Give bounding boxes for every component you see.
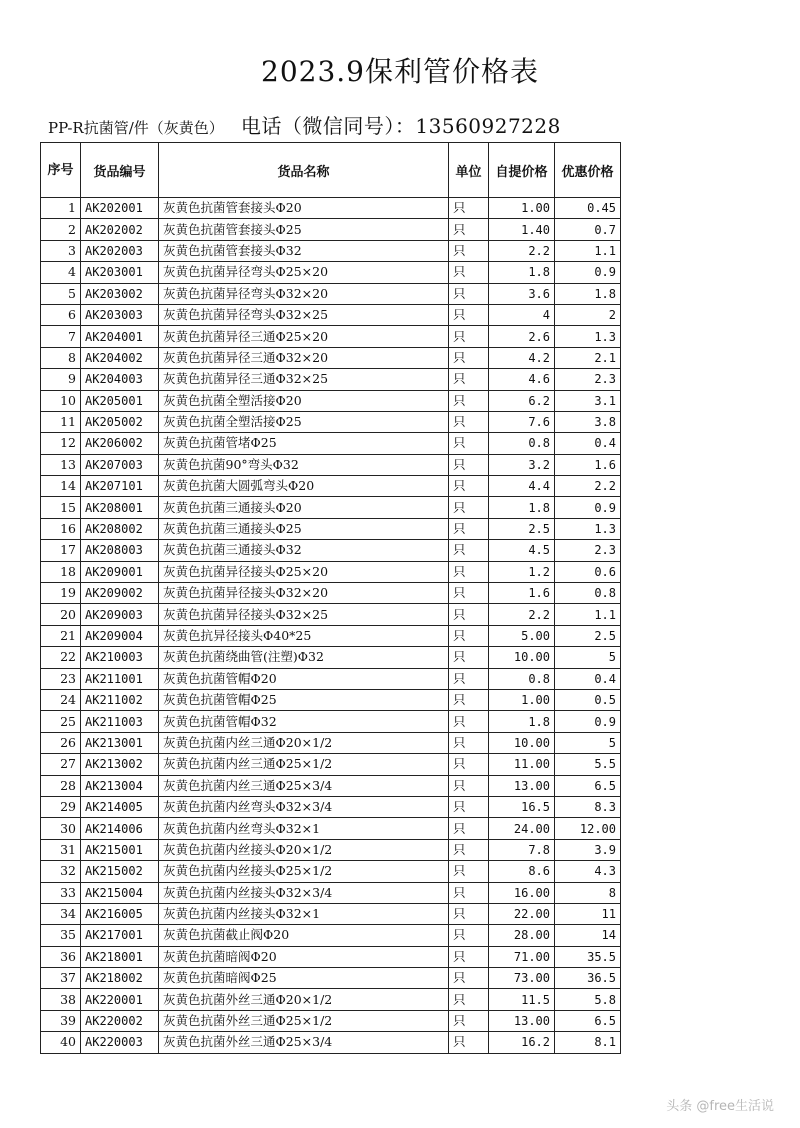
- row-pickup-price: 24.00: [489, 818, 555, 839]
- row-seq: 13: [41, 454, 81, 475]
- row-pickup-price: 2.6: [489, 326, 555, 347]
- row-code: AK214005: [81, 796, 159, 817]
- row-unit: 只: [449, 583, 489, 604]
- row-pickup-price: 7.6: [489, 411, 555, 432]
- row-unit: 只: [449, 818, 489, 839]
- row-pickup-price: 73.00: [489, 968, 555, 989]
- row-seq: 21: [41, 625, 81, 646]
- row-code: AK204001: [81, 326, 159, 347]
- row-name: 灰黄色抗菌90°弯头Φ32: [159, 454, 449, 475]
- row-code: AK211002: [81, 689, 159, 710]
- row-unit: 只: [449, 240, 489, 261]
- header-discount-price: 优惠价格: [555, 143, 621, 198]
- row-discount-price: 5: [555, 732, 621, 753]
- row-name: 灰黄色抗菌内丝弯头Φ32×1: [159, 818, 449, 839]
- row-discount-price: 2.5: [555, 625, 621, 646]
- row-pickup-price: 4.2: [489, 347, 555, 368]
- table-row: [41, 283, 621, 304]
- row-code: AK214006: [81, 818, 159, 839]
- row-seq: 10: [41, 390, 81, 411]
- row-seq: 17: [41, 540, 81, 561]
- row-seq: 4: [41, 262, 81, 283]
- row-seq: 23: [41, 668, 81, 689]
- row-unit: 只: [449, 454, 489, 475]
- row-unit: 只: [449, 476, 489, 497]
- row-pickup-price: 2.2: [489, 604, 555, 625]
- row-unit: 只: [449, 369, 489, 390]
- row-code: AK202003: [81, 240, 159, 261]
- table-row: [41, 326, 621, 347]
- row-code: AK206002: [81, 433, 159, 454]
- table-row: [41, 925, 621, 946]
- row-code: AK217001: [81, 925, 159, 946]
- row-seq: 24: [41, 689, 81, 710]
- row-discount-price: 2.2: [555, 476, 621, 497]
- row-discount-price: 1.3: [555, 518, 621, 539]
- row-seq: 8: [41, 347, 81, 368]
- row-pickup-price: 1.00: [489, 198, 555, 219]
- row-code: AK209003: [81, 604, 159, 625]
- row-discount-price: 0.4: [555, 433, 621, 454]
- row-seq: 28: [41, 775, 81, 796]
- row-code: AK202001: [81, 198, 159, 219]
- row-discount-price: 8: [555, 882, 621, 903]
- row-code: AK209004: [81, 625, 159, 646]
- row-seq: 14: [41, 476, 81, 497]
- row-unit: 只: [449, 989, 489, 1010]
- row-pickup-price: 6.2: [489, 390, 555, 411]
- row-discount-price: 5.5: [555, 754, 621, 775]
- row-discount-price: 8.1: [555, 1032, 621, 1053]
- row-pickup-price: 5.00: [489, 625, 555, 646]
- row-name: 灰黄色抗异径接头Φ40*25: [159, 625, 449, 646]
- row-pickup-price: 7.8: [489, 839, 555, 860]
- row-name: 灰黄色抗菌异径接头Φ32×25: [159, 604, 449, 625]
- row-unit: 只: [449, 711, 489, 732]
- table-row: [41, 989, 621, 1010]
- row-seq: 40: [41, 1032, 81, 1053]
- row-name: 灰黄色抗菌全塑活接Φ25: [159, 411, 449, 432]
- row-discount-price: 2.3: [555, 540, 621, 561]
- row-pickup-price: 1.8: [489, 262, 555, 283]
- row-name: 灰黄色抗菌异径弯头Φ25×20: [159, 262, 449, 283]
- row-code: AK211003: [81, 711, 159, 732]
- row-code: AK203002: [81, 283, 159, 304]
- row-name: 灰黄色抗菌管套接头Φ32: [159, 240, 449, 261]
- row-pickup-price: 71.00: [489, 946, 555, 967]
- row-pickup-price: 10.00: [489, 732, 555, 753]
- row-unit: 只: [449, 390, 489, 411]
- table-row: [41, 561, 621, 582]
- row-pickup-price: 1.40: [489, 219, 555, 240]
- row-name: 灰黄色抗菌外丝三通Φ25×1/2: [159, 1010, 449, 1031]
- row-code: AK209002: [81, 583, 159, 604]
- subtitle-line: [48, 110, 561, 139]
- header-code: 货品编号: [81, 143, 159, 198]
- row-discount-price: 11: [555, 903, 621, 924]
- row-pickup-price: 2.2: [489, 240, 555, 261]
- row-code: AK208001: [81, 497, 159, 518]
- table-row: [41, 411, 621, 432]
- row-discount-price: 0.8: [555, 583, 621, 604]
- row-pickup-price: 28.00: [489, 925, 555, 946]
- row-seq: 20: [41, 604, 81, 625]
- row-name: 灰黄色抗菌外丝三通Φ25×3/4: [159, 1032, 449, 1053]
- row-discount-price: 1.1: [555, 240, 621, 261]
- row-code: AK220003: [81, 1032, 159, 1053]
- row-name: 灰黄色抗菌管套接头Φ25: [159, 219, 449, 240]
- row-discount-price: 2.1: [555, 347, 621, 368]
- table-row: [41, 198, 621, 219]
- table-row: [41, 369, 621, 390]
- row-discount-price: 3.8: [555, 411, 621, 432]
- row-name: 灰黄色抗菌管帽Φ25: [159, 689, 449, 710]
- row-unit: 只: [449, 1032, 489, 1053]
- row-unit: 只: [449, 219, 489, 240]
- row-seq: 25: [41, 711, 81, 732]
- row-unit: 只: [449, 647, 489, 668]
- row-pickup-price: 16.00: [489, 882, 555, 903]
- row-discount-price: 0.7: [555, 219, 621, 240]
- row-seq: 2: [41, 219, 81, 240]
- row-pickup-price: 11.5: [489, 989, 555, 1010]
- row-discount-price: 6.5: [555, 1010, 621, 1031]
- row-unit: 只: [449, 625, 489, 646]
- row-name: 灰黄色抗菌绕曲管(注塑)Φ32: [159, 647, 449, 668]
- row-unit: 只: [449, 796, 489, 817]
- row-code: AK207101: [81, 476, 159, 497]
- row-code: AK202002: [81, 219, 159, 240]
- row-name: 灰黄色抗菌异径三通Φ25×20: [159, 326, 449, 347]
- row-discount-price: 3.9: [555, 839, 621, 860]
- page-title: 2023.9保利管价格表: [261, 55, 539, 88]
- row-discount-price: 0.5: [555, 689, 621, 710]
- contact-phone: 电话（微信同号）：13560927228: [240, 114, 561, 138]
- row-pickup-price: 1.2: [489, 561, 555, 582]
- row-discount-price: 0.9: [555, 711, 621, 732]
- row-discount-price: 0.6: [555, 561, 621, 582]
- row-unit: 只: [449, 198, 489, 219]
- row-name: 灰黄色抗菌异径三通Φ32×20: [159, 347, 449, 368]
- row-unit: 只: [449, 561, 489, 582]
- row-name: 灰黄色抗菌内丝三通Φ25×1/2: [159, 754, 449, 775]
- table-row: [41, 968, 621, 989]
- table-row: [41, 454, 621, 475]
- row-seq: 37: [41, 968, 81, 989]
- row-unit: 只: [449, 518, 489, 539]
- row-pickup-price: 4: [489, 304, 555, 325]
- row-pickup-price: 8.6: [489, 861, 555, 882]
- row-unit: 只: [449, 283, 489, 304]
- table-row: [41, 262, 621, 283]
- table-row: [41, 219, 621, 240]
- row-code: AK205001: [81, 390, 159, 411]
- row-seq: 32: [41, 861, 81, 882]
- table-row: [41, 433, 621, 454]
- table-row: [41, 818, 621, 839]
- row-name: 灰黄色抗菌内丝三通Φ20×1/2: [159, 732, 449, 753]
- table-row: [41, 775, 621, 796]
- row-name: 灰黄色抗菌三通接头Φ20: [159, 497, 449, 518]
- row-code: AK220002: [81, 1010, 159, 1031]
- row-pickup-price: 4.5: [489, 540, 555, 561]
- table-row: [41, 882, 621, 903]
- row-code: AK220001: [81, 989, 159, 1010]
- row-seq: 11: [41, 411, 81, 432]
- row-unit: 只: [449, 839, 489, 860]
- row-discount-price: 36.5: [555, 968, 621, 989]
- row-seq: 31: [41, 839, 81, 860]
- table-header-row: [41, 143, 621, 198]
- row-code: AK216005: [81, 903, 159, 924]
- product-category: PP-R抗菌管/件（灰黄色）: [48, 119, 224, 137]
- row-name: 灰黄色抗菌内丝接头Φ20×1/2: [159, 839, 449, 860]
- row-discount-price: 0.4: [555, 668, 621, 689]
- row-code: AK211001: [81, 668, 159, 689]
- row-pickup-price: 10.00: [489, 647, 555, 668]
- row-name: 灰黄色抗菌内丝接头Φ32×1: [159, 903, 449, 924]
- row-seq: 27: [41, 754, 81, 775]
- row-unit: 只: [449, 262, 489, 283]
- table-row: [41, 903, 621, 924]
- row-unit: 只: [449, 411, 489, 432]
- row-discount-price: 6.5: [555, 775, 621, 796]
- row-discount-price: 8.3: [555, 796, 621, 817]
- row-code: AK213004: [81, 775, 159, 796]
- row-unit: 只: [449, 304, 489, 325]
- row-code: AK203003: [81, 304, 159, 325]
- row-discount-price: 35.5: [555, 946, 621, 967]
- row-pickup-price: 0.8: [489, 668, 555, 689]
- watermark: 头条 @free生活说: [666, 1099, 774, 1114]
- row-code: AK213002: [81, 754, 159, 775]
- row-name: 灰黄色抗菌截止阀Φ20: [159, 925, 449, 946]
- table-row: [41, 390, 621, 411]
- row-code: AK208003: [81, 540, 159, 561]
- table-row: [41, 583, 621, 604]
- row-discount-price: 2.3: [555, 369, 621, 390]
- table-row: [41, 625, 621, 646]
- header-name: 货品名称: [159, 143, 449, 198]
- row-unit: 只: [449, 946, 489, 967]
- row-name: 灰黄色抗菌异径弯头Φ32×20: [159, 283, 449, 304]
- row-name: 灰黄色抗菌全塑活接Φ20: [159, 390, 449, 411]
- row-name: 灰黄色抗菌暗阀Φ20: [159, 946, 449, 967]
- row-pickup-price: 1.6: [489, 583, 555, 604]
- table-row: [41, 1010, 621, 1031]
- row-name: 灰黄色抗菌管帽Φ20: [159, 668, 449, 689]
- table-row: [41, 1032, 621, 1053]
- row-seq: 16: [41, 518, 81, 539]
- row-pickup-price: 13.00: [489, 1010, 555, 1031]
- row-code: AK204002: [81, 347, 159, 368]
- table-row: [41, 754, 621, 775]
- row-pickup-price: 1.8: [489, 497, 555, 518]
- row-unit: 只: [449, 903, 489, 924]
- row-name: 灰黄色抗菌管套接头Φ20: [159, 198, 449, 219]
- table-row: [41, 240, 621, 261]
- table-row: [41, 839, 621, 860]
- row-pickup-price: 4.4: [489, 476, 555, 497]
- row-discount-price: 5.8: [555, 989, 621, 1010]
- table-row: [41, 497, 621, 518]
- row-unit: 只: [449, 775, 489, 796]
- row-code: AK218001: [81, 946, 159, 967]
- row-seq: 1: [41, 198, 81, 219]
- row-name: 灰黄色抗菌三通接头Φ32: [159, 540, 449, 561]
- row-unit: 只: [449, 882, 489, 903]
- row-seq: 29: [41, 796, 81, 817]
- row-unit: 只: [449, 604, 489, 625]
- row-seq: 36: [41, 946, 81, 967]
- row-unit: 只: [449, 968, 489, 989]
- row-pickup-price: 1.8: [489, 711, 555, 732]
- table-row: [41, 689, 621, 710]
- row-seq: 19: [41, 583, 81, 604]
- row-pickup-price: 0.8: [489, 433, 555, 454]
- header-unit: 单位: [449, 143, 489, 198]
- row-unit: 只: [449, 861, 489, 882]
- row-unit: 只: [449, 433, 489, 454]
- row-code: AK205002: [81, 411, 159, 432]
- row-pickup-price: 22.00: [489, 903, 555, 924]
- row-seq: 39: [41, 1010, 81, 1031]
- row-name: 灰黄色抗菌管帽Φ32: [159, 711, 449, 732]
- table-row: [41, 861, 621, 882]
- table-row: [41, 668, 621, 689]
- row-seq: 6: [41, 304, 81, 325]
- row-seq: 22: [41, 647, 81, 668]
- table-row: [41, 476, 621, 497]
- table-row: [41, 711, 621, 732]
- row-code: AK208002: [81, 518, 159, 539]
- table-row: [41, 647, 621, 668]
- row-unit: 只: [449, 347, 489, 368]
- row-seq: 7: [41, 326, 81, 347]
- row-pickup-price: 3.2: [489, 454, 555, 475]
- row-seq: 15: [41, 497, 81, 518]
- row-name: 灰黄色抗菌异径弯头Φ32×25: [159, 304, 449, 325]
- row-pickup-price: 2.5: [489, 518, 555, 539]
- row-code: AK203001: [81, 262, 159, 283]
- row-unit: 只: [449, 540, 489, 561]
- row-discount-price: 0.9: [555, 497, 621, 518]
- row-unit: 只: [449, 1010, 489, 1031]
- row-pickup-price: 16.5: [489, 796, 555, 817]
- row-discount-price: 2: [555, 304, 621, 325]
- row-discount-price: 0.45: [555, 198, 621, 219]
- row-discount-price: 4.3: [555, 861, 621, 882]
- row-code: AK213001: [81, 732, 159, 753]
- row-name: 灰黄色抗菌内丝三通Φ25×3/4: [159, 775, 449, 796]
- row-name: 灰黄色抗菌内丝弯头Φ32×3/4: [159, 796, 449, 817]
- row-name: 灰黄色抗菌大圆弧弯头Φ20: [159, 476, 449, 497]
- row-discount-price: 1.8: [555, 283, 621, 304]
- row-unit: 只: [449, 732, 489, 753]
- row-seq: 38: [41, 989, 81, 1010]
- row-name: 灰黄色抗菌异径三通Φ32×25: [159, 369, 449, 390]
- header-pickup-price: 自提价格: [489, 143, 555, 198]
- row-unit: 只: [449, 925, 489, 946]
- row-discount-price: 12.00: [555, 818, 621, 839]
- header-seq: 序号: [41, 143, 81, 198]
- row-discount-price: 5: [555, 647, 621, 668]
- row-discount-price: 14: [555, 925, 621, 946]
- row-pickup-price: 16.2: [489, 1032, 555, 1053]
- row-pickup-price: 4.6: [489, 369, 555, 390]
- table-row: [41, 518, 621, 539]
- row-seq: 3: [41, 240, 81, 261]
- row-code: AK218002: [81, 968, 159, 989]
- row-unit: 只: [449, 326, 489, 347]
- row-discount-price: 3.1: [555, 390, 621, 411]
- row-seq: 35: [41, 925, 81, 946]
- row-name: 灰黄色抗菌暗阀Φ25: [159, 968, 449, 989]
- row-name: 灰黄色抗菌内丝接头Φ32×3/4: [159, 882, 449, 903]
- row-code: AK209001: [81, 561, 159, 582]
- row-code: AK207003: [81, 454, 159, 475]
- row-discount-price: 0.9: [555, 262, 621, 283]
- row-seq: 18: [41, 561, 81, 582]
- row-unit: 只: [449, 497, 489, 518]
- row-seq: 5: [41, 283, 81, 304]
- row-code: AK204003: [81, 369, 159, 390]
- row-code: AK215001: [81, 839, 159, 860]
- table-row: [41, 732, 621, 753]
- row-discount-price: 1.6: [555, 454, 621, 475]
- row-pickup-price: 13.00: [489, 775, 555, 796]
- row-seq: 34: [41, 903, 81, 924]
- row-pickup-price: 11.00: [489, 754, 555, 775]
- row-seq: 30: [41, 818, 81, 839]
- row-name: 灰黄色抗菌内丝接头Φ25×1/2: [159, 861, 449, 882]
- table-row: [41, 347, 621, 368]
- row-seq: 12: [41, 433, 81, 454]
- row-code: AK215002: [81, 861, 159, 882]
- row-name: 灰黄色抗菌三通接头Φ25: [159, 518, 449, 539]
- table-row: [41, 304, 621, 325]
- table-row: [41, 604, 621, 625]
- row-name: 灰黄色抗菌异径接头Φ25×20: [159, 561, 449, 582]
- row-seq: 26: [41, 732, 81, 753]
- table-row: [41, 540, 621, 561]
- row-discount-price: 1.1: [555, 604, 621, 625]
- row-code: AK215004: [81, 882, 159, 903]
- price-table: [40, 142, 621, 1054]
- table-row: [41, 946, 621, 967]
- row-seq: 9: [41, 369, 81, 390]
- row-seq: 33: [41, 882, 81, 903]
- row-unit: 只: [449, 668, 489, 689]
- row-unit: 只: [449, 754, 489, 775]
- row-pickup-price: 1.00: [489, 689, 555, 710]
- row-name: 灰黄色抗菌管堵Φ25: [159, 433, 449, 454]
- row-unit: 只: [449, 689, 489, 710]
- row-pickup-price: 3.6: [489, 283, 555, 304]
- row-code: AK210003: [81, 647, 159, 668]
- row-name: 灰黄色抗菌异径接头Φ32×20: [159, 583, 449, 604]
- row-name: 灰黄色抗菌外丝三通Φ20×1/2: [159, 989, 449, 1010]
- row-discount-price: 1.3: [555, 326, 621, 347]
- table-row: [41, 796, 621, 817]
